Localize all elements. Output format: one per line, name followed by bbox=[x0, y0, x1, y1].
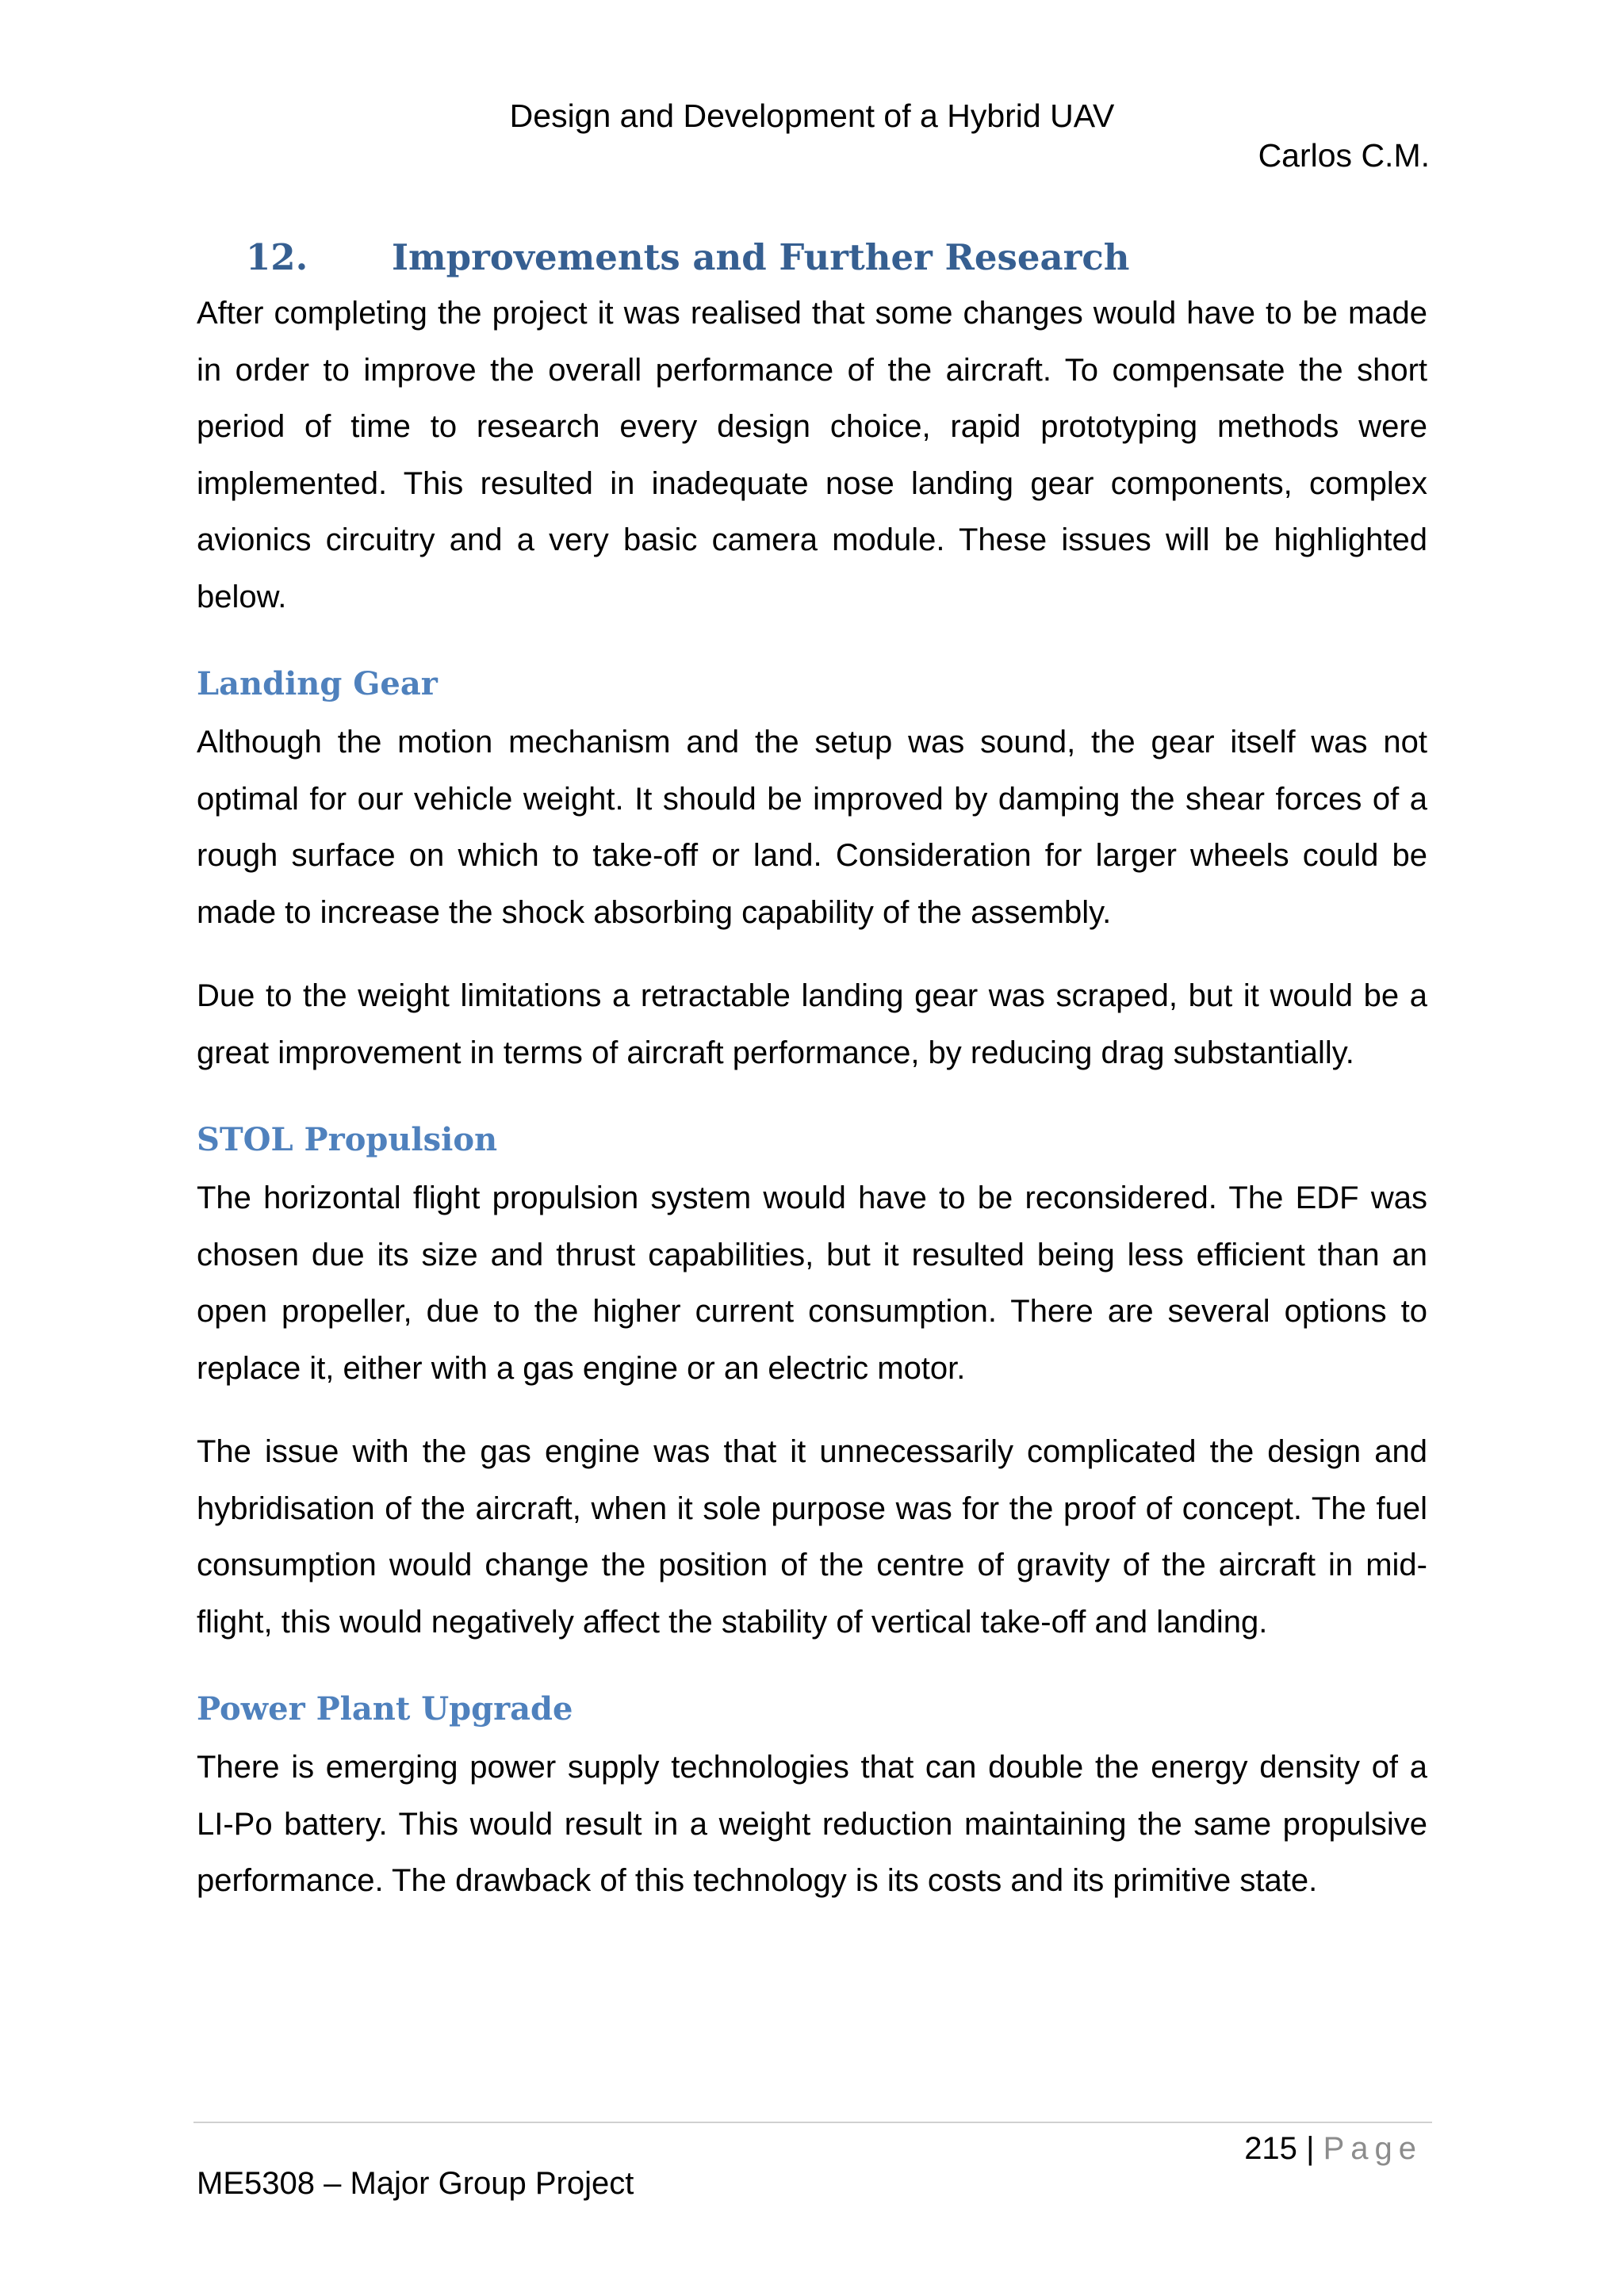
page-number-value: 215 bbox=[1244, 2131, 1297, 2166]
intro-paragraph: After completing the project it was realised that some changes would have to be made in order to improve the overall performance of the aircraft. To compensate the short period of time to research every design choice, rapid prototyping methods were implemented. This resulted in inadequate nose landing gear components, complex avionics circuitry and a very basic camera module. These issues will be highlighted below. bbox=[197, 296, 1427, 614]
stol-propulsion-paragraph-2: The issue with the gas engine was that it unnecessarily complicated the design and hybridisation of the aircraft, when it sole purpose was for the proof of concept. The fuel consumption would change the position of the centre of gravity of the aircraft in mid-flight, this would negatively affect the stability of vertical take-off and landing. bbox=[197, 1434, 1427, 1640]
chapter-number: 12. bbox=[246, 236, 308, 278]
page-label: Page bbox=[1323, 2131, 1423, 2166]
section-heading-stol-propulsion: STOL Propulsion bbox=[197, 1121, 498, 1158]
page-number-separator: | bbox=[1306, 2131, 1315, 2166]
chapter-title: Improvements and Further Research bbox=[392, 236, 1130, 278]
section-heading-landing-gear: Landing Gear bbox=[197, 665, 438, 702]
running-header-author: Carlos C.M. bbox=[1258, 137, 1430, 174]
power-plant-paragraph-1: There is emerging power supply technologies that can double the energy density of a LI-Po battery. This would result in a weight reduction maintaining the same propulsive performance. The drawback of this technology is its costs and its primitive state. bbox=[197, 1750, 1427, 1898]
running-header-title: Design and Development of a Hybrid UAV bbox=[509, 98, 1115, 134]
footer-divider bbox=[193, 2122, 1432, 2123]
stol-propulsion-paragraph-1: The horizontal flight propulsion system would have to be reconsidered. The EDF was chosen due its size and thrust capabilities, but it resulted being less efficient than an open propeller, due to the higher current consumption. There are several options to replace it, either with a gas engine or an electric motor. bbox=[197, 1181, 1427, 1386]
section-heading-power-plant-upgrade: Power Plant Upgrade bbox=[197, 1690, 573, 1728]
landing-gear-paragraph-1: Although the motion mechanism and the setup was sound, the gear itself was not optimal for our vehicle weight. It should be improved by damping the shear forces of a rough surface on which to take-off or land. Consideration for larger wheels could be made to increase the shock absorbing capability of the assembly. bbox=[197, 725, 1427, 930]
landing-gear-paragraph-2: Due to the weight limitations a retractable landing gear was scraped, but it would be a great improvement in terms of aircraft performance, by reducing drag substantially. bbox=[197, 978, 1427, 1070]
chapter-heading bbox=[246, 230, 1427, 285]
footer-course: ME5308 – Major Group Project bbox=[197, 2166, 634, 2201]
page-content bbox=[197, 230, 1427, 1910]
page-number bbox=[1244, 2126, 1423, 2171]
